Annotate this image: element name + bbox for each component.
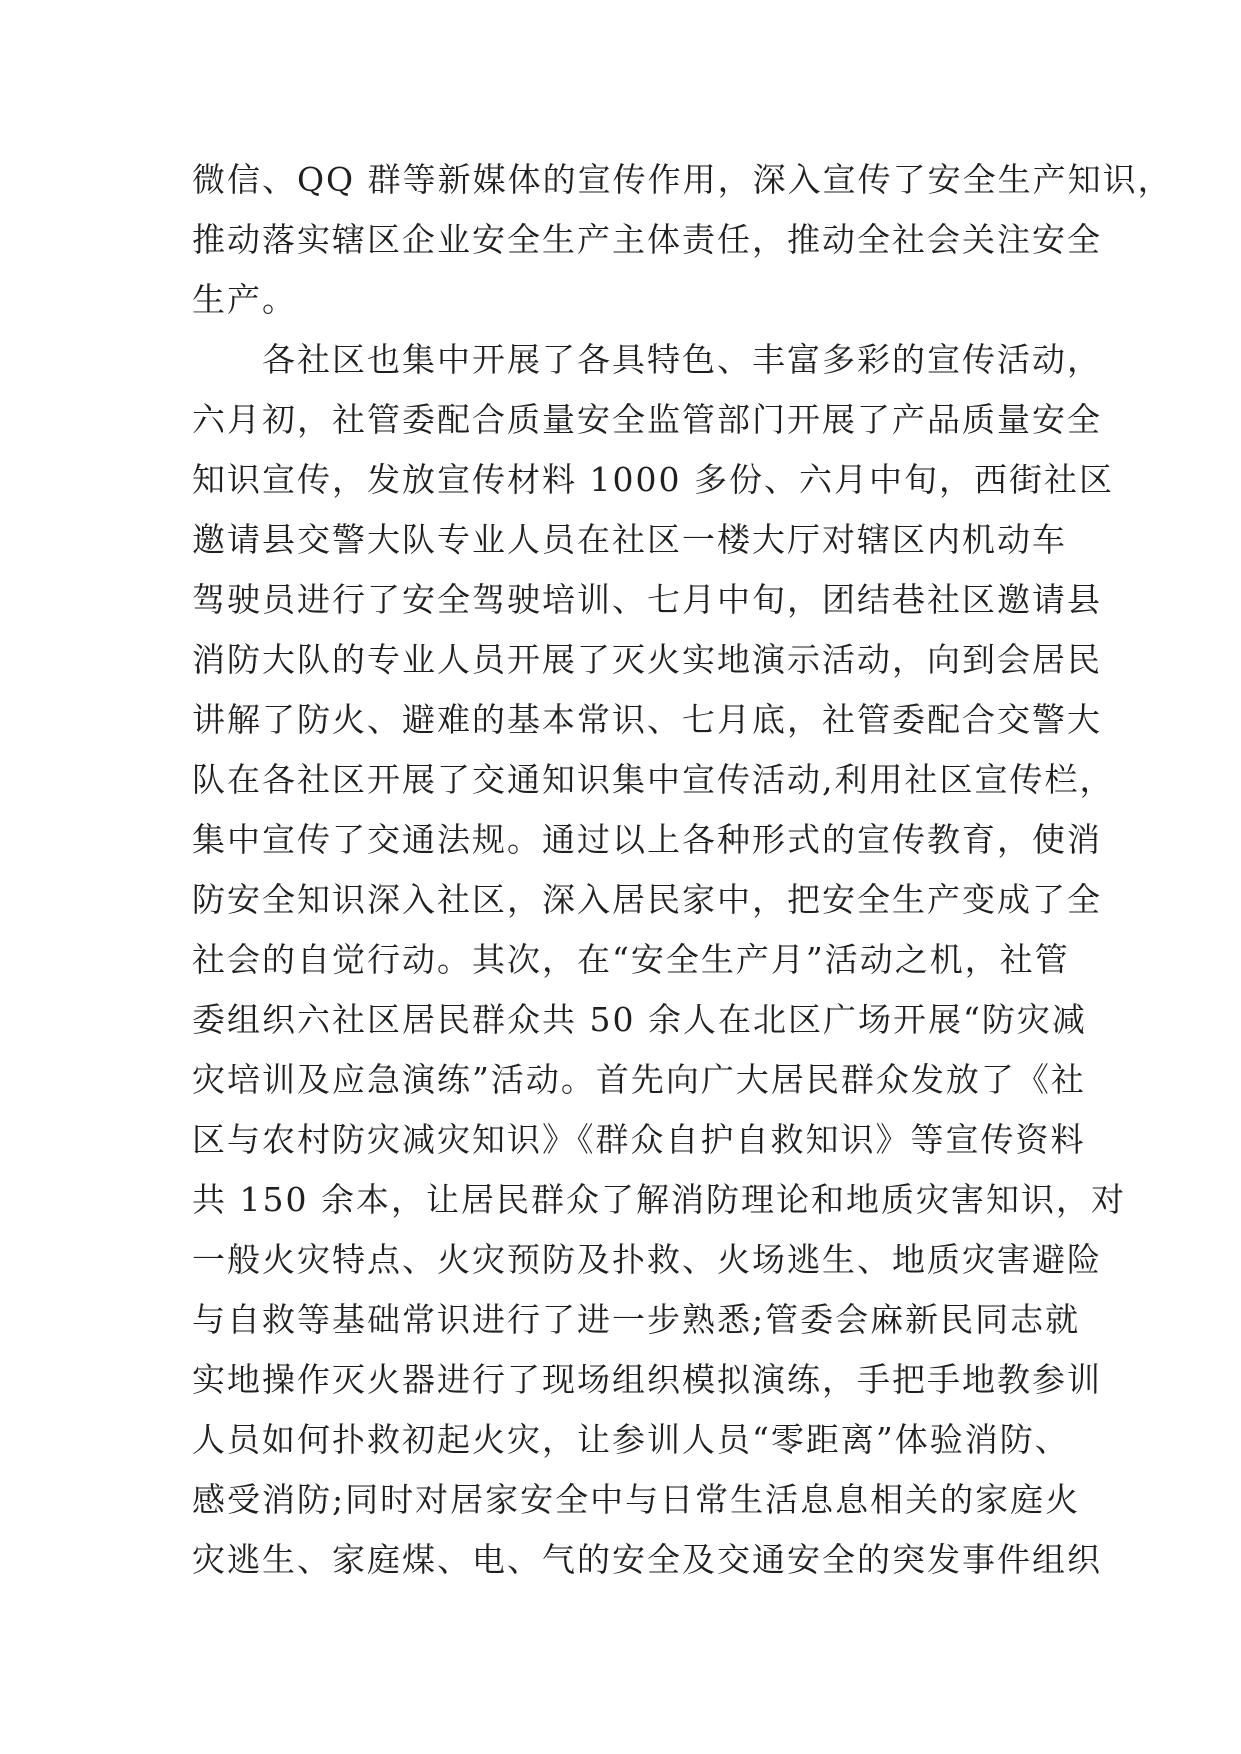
- text-line: 消防大队的专业人员开展了灭火实地演示活动，向到会居民: [192, 640, 1102, 679]
- text-line: 社会的自觉行动。其次，在“安全生产月”活动之机，社管: [192, 940, 1070, 979]
- text-line: 感受消防;同时对居家安全中与日常生活息息相关的家庭火: [192, 1480, 1081, 1519]
- text-line: 区与农村防灾减灾知识》《群众自护自救知识》等宣传资料: [192, 1120, 1086, 1159]
- text-line: 灾培训及应急演练”活动。首先向广大居民群众发放了《社: [192, 1060, 1086, 1099]
- text-line: 各社区也集中开展了各具特色、丰富多彩的宣传活动，: [192, 340, 1102, 379]
- text-line: 实地操作灭火器进行了现场组织模拟演练，手把手地教参训: [192, 1360, 1102, 1399]
- text-line: 一般火灾特点、火灾预防及扑救、火场逃生、地质灾害避险: [192, 1240, 1102, 1279]
- text-line: 驾驶员进行了安全驾驶培训、七月中旬，团结巷社区邀请县: [192, 580, 1102, 619]
- text-line: 队在各社区开展了交通知识集中宣传活动,利用社区宣传栏，: [192, 760, 1115, 799]
- text-line: 集中宣传了交通法规。通过以上各种形式的宣传教育，使消: [192, 820, 1102, 859]
- body-text: [192, 150, 1173, 1590]
- text-line: 微信、QQ 群等新媒体的宣传作用，深入宣传了安全生产知识，: [192, 160, 1173, 199]
- text-line: 推动落实辖区企业安全生产主体责任，推动全社会关注安全: [192, 220, 1102, 259]
- text-line: 讲解了防火、避难的基本常识、七月底，社管委配合交警大: [192, 700, 1102, 739]
- text-line: 生产。: [192, 280, 297, 319]
- text-line: 邀请县交警大队专业人员在社区一楼大厅对辖区内机动车: [192, 520, 1067, 559]
- text-line: 人员如何扑救初起火灾，让参训人员“零距离”体验消防、: [192, 1420, 1070, 1459]
- text-line: 灾逃生、家庭煤、电、气的安全及交通安全的突发事件组织: [192, 1540, 1102, 1579]
- text-line: 六月初，社管委配合质量安全监管部门开展了产品质量安全: [192, 400, 1102, 439]
- text-line: 共 150 余本，让居民群众了解消防理论和地质灾害知识，对: [192, 1180, 1126, 1219]
- text-line: 防安全知识深入社区，深入居民家中，把安全生产变成了全: [192, 880, 1102, 919]
- text-line: 委组织六社区居民群众共 50 余人在北区广场开展“防灾减: [192, 1000, 1087, 1039]
- text-line: 知识宣传，发放宣传材料 1000 多份、六月中旬，西街社区: [192, 460, 1114, 499]
- text-line: 与自救等基础常识进行了进一步熟悉;管委会麻新民同志就: [192, 1300, 1081, 1339]
